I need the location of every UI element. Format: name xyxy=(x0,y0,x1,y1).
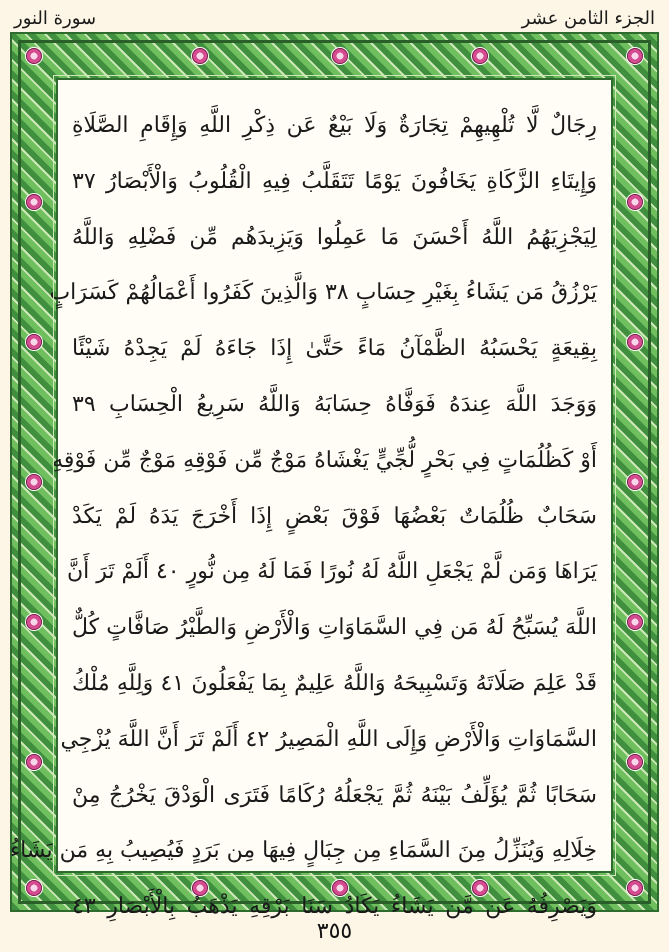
text-panel xyxy=(9,78,613,920)
text-line: سَحَابًا ثُمَّ يُؤَلِّفُ بَيْنَهُ ثُمَّ يَجْعَلُهُ رُكَامًا فَتَرَى الْوَدْقَ يَخْرُجُ مِنْ xyxy=(72,782,597,808)
page-number: ٣٥٥ xyxy=(316,919,353,944)
surah-title: سورة النور xyxy=(14,7,97,29)
text-line: وَوَجَدَ اللَّهَ عِندَهُ فَوَفَّاهُ حِسَابَهُ وَاللَّهُ سَرِيعُ الْحِسَابِ ٣٩ xyxy=(72,391,597,417)
text-line: أَوْ كَظُلُمَاتٍ فِي بَحْرٍ لُّجِّيٍّ يَغْشَاهُ مَوْجٌ مِّن فَوْقِهِ مَوْجٌ مِّن فَوْقِهِ xyxy=(52,447,597,473)
flower-ornament-icon xyxy=(627,880,643,896)
text-line: سَحَابٌ ظُلُمَاتٌ بَعْضُهَا فَوْقَ بَعْضٍ إِذَا أَخْرَجَ يَدَهُ لَمْ يَكَدْ xyxy=(72,503,597,529)
flower-ornament-icon xyxy=(627,334,643,350)
text-line: لِيَجْزِيَهُمُ اللَّهُ أَحْسَنَ مَا عَمِلُوا وَيَزِيدَهُم مِّن فَضْلِهِ وَاللَّهُ xyxy=(72,224,597,250)
flower-ornament-icon xyxy=(26,194,42,210)
text-line: بِقِيعَةٍ يَحْسَبُهُ الظَّمْآنُ مَاءً حَتَّىٰ إِذَا جَاءَهُ لَمْ يَجِدْهُ شَيْئًا xyxy=(72,336,597,362)
juz-title: الجزء الثامن عشر xyxy=(521,7,655,29)
flower-ornament-icon xyxy=(627,614,643,630)
text-line: قَدْ عَلِمَ صَلَاتَهُ وَتَسْبِيحَهُ وَاللَّهُ عَلِيمٌ بِمَا يَفْعَلُونَ ٤١ وَلِلَّهِ مُلْكُ xyxy=(72,670,597,696)
flower-ornament-icon xyxy=(26,474,42,490)
flower-ornament-icon xyxy=(627,474,643,490)
text-line: اللَّهَ يُسَبِّحُ لَهُ مَن فِي السَّمَاوَاتِ وَالْأَرْضِ وَالطَّيْرُ صَافَّاتٍ كُلٌّ xyxy=(72,615,597,641)
flower-ornament-icon xyxy=(192,48,208,64)
text-line: السَّمَاوَاتِ وَالْأَرْضِ وَإِلَى اللَّهِ الْمَصِيرُ ٤٢ أَلَمْ تَرَ أَنَّ اللَّهَ يُزْجِي xyxy=(60,726,597,752)
text-line: وَيَصْرِفُهُ عَن مَّن يَشَاءُ يَكَادُ سَنَا بَرْقِهِ يَذْهَبُ بِالْأَبْصَارِ ٤٣ xyxy=(72,894,597,920)
flower-ornament-icon xyxy=(26,614,42,630)
flower-ornament-icon xyxy=(627,48,643,64)
flower-ornament-icon xyxy=(472,48,488,64)
flower-ornament-icon xyxy=(26,48,42,64)
text-line: خِلَالِهِ وَيُنَزِّلُ مِنَ السَّمَاءِ مِن جِبَالٍ فِيهَا مِن بَرَدٍ فَيُصِيبُ بِهِ مَن يَشَاءُ xyxy=(9,838,597,864)
flower-ornament-icon xyxy=(26,754,42,770)
text-line: يَرْزُقُ مَن يَشَاءُ بِغَيْرِ حِسَابٍ ٣٨ وَالَّذِينَ كَفَرُوا أَعْمَالُهُمْ كَسَرَابٍ xyxy=(49,280,597,306)
text-line: يَرَاهَا وَمَن لَّمْ يَجْعَلِ اللَّهُ لَهُ نُورًا فَمَا لَهُ مِن نُّورٍ ٤٠ أَلَمْ تَرَ أَنَّ xyxy=(66,559,597,585)
page-header xyxy=(14,4,655,32)
flower-ornament-icon xyxy=(627,754,643,770)
text-line: رِجَالٌ لَّا تُلْهِيهِمْ تِجَارَةٌ وَلَا بَيْعٌ عَن ذِكْرِ اللَّهِ وَإِقَامِ الصَّلَاةِ xyxy=(72,113,597,138)
flower-ornament-icon xyxy=(26,880,42,896)
flower-ornament-icon xyxy=(332,48,348,64)
text-line: وَإِيتَاءِ الزَّكَاةِ يَخَافُونَ يَوْمًا تَتَقَلَّبُ فِيهِ الْقُلُوبُ وَالْأَبْصَارُ ٣٧ xyxy=(72,168,597,194)
flower-ornament-icon xyxy=(26,334,42,350)
flower-ornament-icon xyxy=(627,194,643,210)
